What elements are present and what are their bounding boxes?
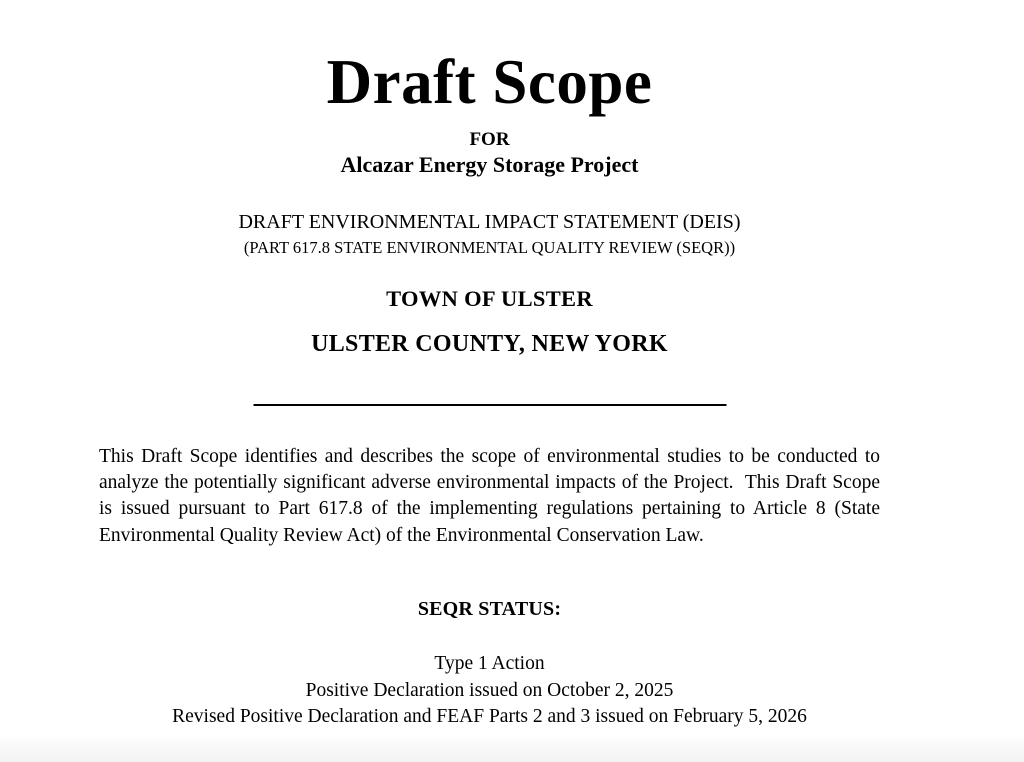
seqr-status-block xyxy=(89,651,890,731)
intro-paragraph: This Draft Scope identifies and describes the scope of environmental studies to be conducted to analyze the potentially significant adverse environmental impacts of the Project. This Draft Scope is issued pursuant to Part 617.8 of the implementing regulations pertaining to Article 8 (State Environmental Quality Review Act) of the Environmental Conservation Law. xyxy=(99,446,880,546)
divider-rule xyxy=(253,404,726,406)
project-name: Alcazar Energy Storage Project xyxy=(340,152,639,177)
seqr-part-heading: (PART 617.8 STATE ENVIRONMENTAL QUALITY REVIEW (SEQR)) xyxy=(243,238,736,257)
seqr-status-heading: SEQR STATUS: xyxy=(417,598,562,620)
document-content-column xyxy=(99,0,880,762)
county-heading: ULSTER COUNTY, NEW YORK xyxy=(311,331,668,357)
deis-heading: DRAFT ENVIRONMENTAL IMPACT STATEMENT (DEIS) xyxy=(238,211,741,233)
page-title: Draft Scope xyxy=(326,47,653,117)
status-line-type-action: Type 1 Action xyxy=(434,653,545,674)
status-line-positive-declaration: Positive Declaration issued on October 2, 2025 xyxy=(305,679,674,701)
for-label: FOR xyxy=(469,129,510,150)
status-line-revised-declaration: Revised Positive Declaration and FEAF Parts 2 and 3 issued on February 5, 2026 xyxy=(172,706,807,728)
page-bottom-shadow xyxy=(0,734,1024,762)
town-heading: TOWN OF ULSTER xyxy=(386,286,593,311)
